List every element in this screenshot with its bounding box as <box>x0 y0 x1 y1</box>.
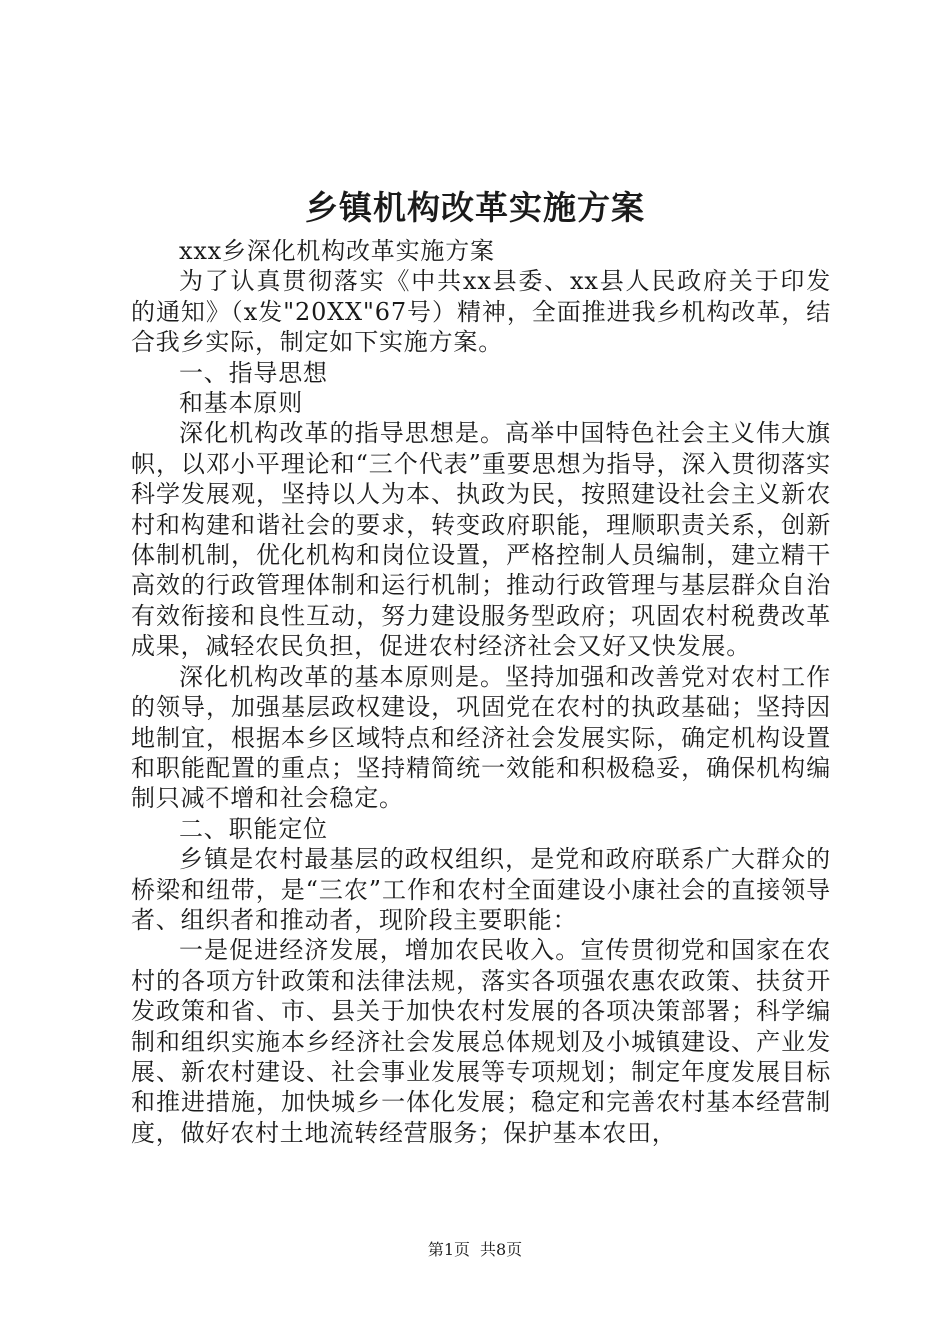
section-heading-1-cont: 和基本原则 <box>179 389 303 418</box>
paragraph-function-intro: 乡镇是农村最基层的政权组织，是党和政府联系广大群众的桥梁和纽带，是“三农”工作和农村全面建设小康社会的直接领导者、组织者和推动者，现阶段主要职能： <box>131 845 831 934</box>
page-number: 第1页 <box>427 1240 470 1259</box>
document-title: 乡镇机构改革实施方案 <box>305 188 645 227</box>
page-total: 共8页 <box>480 1240 523 1259</box>
document-body <box>131 236 831 1148</box>
paragraph-guiding-thought: 深化机构改革的指导思想是。高举中国特色社会主义伟大旗帜，以邓小平理论和“三个代表”重要思想为指导，深入贯彻落实科学发展观，坚持以人为本、执政为民，按照建设社会主义新农村和构建和谐社会的要求，转变政府职能，理顺职责关系，创新体制机制，优化机构和岗位设置，严格控制人员编制，建立精干高效的行政管理体制和运行机制；推动行政管理与基层群众自治有效衔接和良性互动，努力建设服务型政府；巩固农村税费改革成果，减轻农民负担，促进农村经济社会又好又快发展。 <box>131 419 831 661</box>
paragraph-function-1: 一是促进经济发展，增加农民收入。宣传贯彻党和国家在农村的各项方针政策和法律法规，落实各项强农惠农政策、扶贫开发政策和省、市、县关于加快农村发展的各项决策部署；科学编制和组织实施本乡经济社会发展总体规划及小城镇建设、产业发展、新农村建设、社会事业发展等专项规划；制定年度发展目标和推进措施，加快城乡一体化发展；稳定和完善农村基本经营制度，做好农村土地流转经营服务；保护基本农田， <box>131 936 831 1147</box>
section-heading-1: 一、指导思想 <box>179 358 328 387</box>
paragraph-basic-principles: 深化机构改革的基本原则是。坚持加强和改善党对农村工作的领导，加强基层政权建设，巩固党在农村的执政基础；坚持因地制宜，根据本乡区域特点和经济社会发展实际，确定机构设置和职能配置的重点；坚持精简统一效能和积极稳妥，确保机构编制只减不增和社会稳定。 <box>131 662 831 813</box>
page-footer <box>0 1238 950 1262</box>
paragraph-subtitle: xxx乡深化机构改革实施方案 <box>179 237 495 265</box>
section-heading-2: 二、职能定位 <box>179 814 328 843</box>
paragraph-intro: 为了认真贯彻落实《中共xx县委、xx县人民政府关于印发的通知》（x发"20XX"67号）精神，全面推进我乡机构改革，结合我乡实际，制定如下实施方案。 <box>131 267 831 357</box>
